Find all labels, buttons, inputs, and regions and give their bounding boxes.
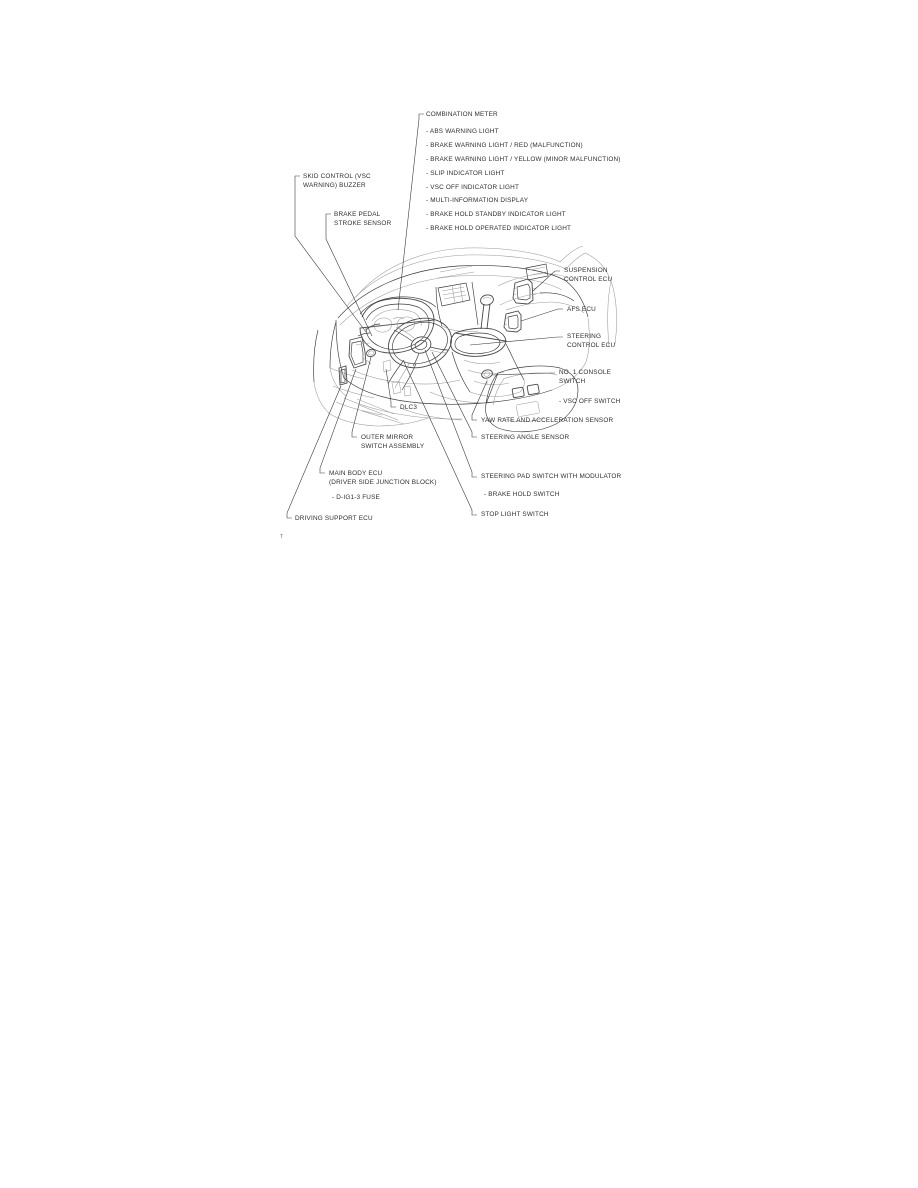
label-brake-hold-switch: - BRAKE HOLD SWITCH xyxy=(484,491,560,498)
label-afs-ecu: AFS ECU xyxy=(567,306,596,313)
label-dlc3: DLC3 xyxy=(400,404,418,411)
leader-afs-ecu xyxy=(521,309,563,321)
label-abs-warning-light: - ABS WARNING LIGHT xyxy=(426,128,499,135)
label-yaw-rate-and-acceleration-sensor: YAW RATE AND ACCELERATION SENSOR xyxy=(481,417,614,424)
leader-yaw-rate-sensor xyxy=(472,381,487,420)
label-no-1-console-switch-line2: SWITCH xyxy=(559,378,586,385)
label-brake-pedal-stroke-sensor-line1: BRAKE PEDAL xyxy=(334,211,381,218)
label-suspension-control-ecu-line1: SUSPENSION xyxy=(564,267,608,274)
leader-brake-pedal-stroke-sensor xyxy=(326,214,372,336)
label-outer-mirror-switch-assembly-line2: SWITCH ASSEMBLY xyxy=(361,443,425,450)
leader-steering-angle-sensor xyxy=(432,352,477,437)
label-vsc-off-switch: - VSC OFF SWITCH xyxy=(559,398,621,405)
footer-page-mark: T xyxy=(280,534,284,540)
label-no-1-console-switch-line1: NO. 1 CONSOLE xyxy=(559,369,612,376)
label-stop-light-switch: STOP LIGHT SWITCH xyxy=(481,511,549,518)
label-steering-control-ecu-line1: STEERING xyxy=(567,333,602,340)
label-brake-hold-standby-indicator-light: - BRAKE HOLD STANDBY INDICATOR LIGHT xyxy=(426,211,566,218)
leader-combination-meter xyxy=(398,114,424,310)
label-main-body-ecu-line1: MAIN BODY ECU xyxy=(329,470,383,477)
label-main-body-ecu-line2: (DRIVER SIDE JUNCTION BLOCK) xyxy=(329,479,437,486)
leader-outer-mirror-switch xyxy=(352,357,371,437)
label-outer-mirror-switch-assembly-line1: OUTER MIRROR xyxy=(361,434,414,441)
leader-no-1-console-switch xyxy=(492,373,555,375)
label-brake-pedal-stroke-sensor-line2: STROKE SENSOR xyxy=(334,220,392,227)
label-brake-warning-light-yellow: - BRAKE WARNING LIGHT / YELLOW (MINOR MALFUNCTION) xyxy=(426,156,621,163)
label-steering-angle-sensor: STEERING ANGLE SENSOR xyxy=(481,434,570,441)
leader-skid-control-buzzer xyxy=(295,176,366,332)
leader-stop-light-switch xyxy=(404,362,477,515)
label-skid-control-buzzer-line1: SKID CONTROL (VSC xyxy=(303,173,371,180)
label-driving-support-ecu: DRIVING SUPPORT ECU xyxy=(295,515,373,522)
leader-steering-pad-switch xyxy=(425,350,477,477)
label-steering-control-ecu-line2: CONTROL ECU xyxy=(567,342,616,349)
label-steering-pad-switch-with-modulator: STEERING PAD SWITCH WITH MODULATOR xyxy=(481,473,622,480)
label-combination-meter: COMBINATION METER xyxy=(426,111,498,118)
label-multi-information-display: - MULTI-INFORMATION DISPLAY xyxy=(426,197,529,204)
label-skid-control-buzzer-line2: WARNING) BUZZER xyxy=(303,182,366,189)
leader-steering-control-ecu xyxy=(470,337,563,345)
leader-main-body-ecu xyxy=(320,369,356,473)
label-slip-indicator-light: - SLIP INDICATOR LIGHT xyxy=(426,170,505,177)
label-vsc-off-indicator-light: - VSC OFF INDICATOR LIGHT xyxy=(426,184,520,191)
label-suspension-control-ecu-line2: CONTROL ECU xyxy=(564,276,613,283)
label-d-ig1-3-fuse: - D-IG1-3 FUSE xyxy=(332,494,380,501)
label-brake-warning-light-red: - BRAKE WARNING LIGHT / RED (MALFUNCTION) xyxy=(426,142,583,149)
leader-dlc3 xyxy=(386,369,396,407)
label-brake-hold-operated-indicator-light: - BRAKE HOLD OPERATED INDICATOR LIGHT xyxy=(426,225,572,232)
